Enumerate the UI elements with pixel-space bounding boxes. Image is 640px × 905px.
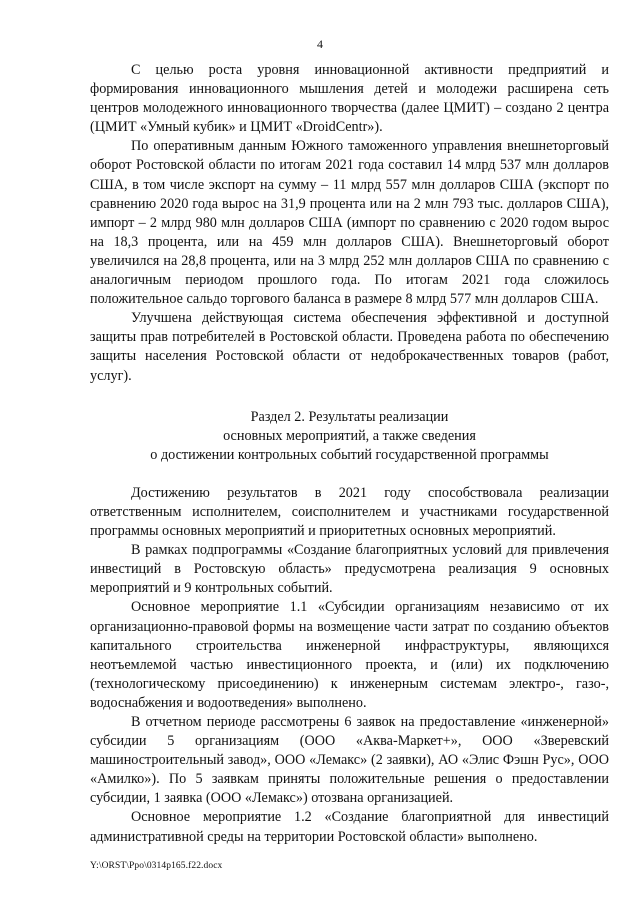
paragraph-measure-1-2: Основное мероприятие 1.2 «Создание благоприятной для инвестиций административной среды на территории Ростовской области» выполнено.	[90, 809, 609, 845]
paragraph-measure-1-1: Основное мероприятие 1.1 «Субсидии организациям независимо от их организационно-правовой формы на возмещение части затрат по созданию объектов капитального строительства инженерной инфраструктуры, являющихся неотъемлемой частью инвестиционного проекта, и (или) их подключению (технологическому присоединению) к инженерным системам электро-, газо-, водоснабжения и водоотведения» выполнено.	[90, 599, 609, 711]
page-number: 4	[317, 37, 323, 51]
section-heading-line: основных мероприятий, а также сведения	[223, 427, 476, 444]
paragraph-cmit-centers: С целью роста уровня инновационной активности предприятий и формирования инновационного мышления детей и молодежи расширена сеть центров молодежного инновационного творчества (далее ЦМИТ) – создано 2 центра (ЦМИТ «Умный кубик» и ЦМИТ «DroidCentr»).	[90, 62, 609, 136]
section-heading	[90, 408, 609, 465]
document-body	[90, 61, 609, 847]
paragraph-results-2021: Достижению результатов в 2021 году способствовала реализации ответственным исполнителем, соисполнителем и участниками государственной программы основных мероприятий и приоритетных основных мероприятий.	[90, 484, 609, 540]
paragraph-applications: В отчетном периоде рассмотрены 6 заявок на предоставление «инженерной» субсидии 5 организациям (ООО «Аква-Маркет+», ООО «Зверевский машиностроительный завод», ООО «Лемакс» (2 заявки), АО «Элис Фэшн Рус», ООО «Амилко»). По 5 заявкам приняты положительные решения о предоставлении субсидии, 1 заявка (ООО «Лемакс») отозвана организацией.	[90, 714, 609, 807]
section-heading-line: Раздел 2. Результаты реализации	[250, 408, 449, 425]
paragraph-foreign-trade: По оперативным данным Южного таможенного управления внешнеторговый оборот Ростовской области по итогам 2021 года составил 14 млрд 537 млн долларов США, в том числе экспорт на сумму – 11 млрд 557 млн долларов США (экспорт по сравнению 2020 года вырос на 31,9 процента или на 2 млн 793 тыс. долларов США), импорт – 2 млрд 980 млн долларов США (импорт по сравнению с 2020 годом вырос на 18,3 процента, или на 459 млн долларов США). Внешнеторговый оборот увеличился на 28,8 процента, или на 3 млрд 252 млн долларов США по сравнению с аналогичным периодом прошлого года. По итогам 2021 года сложилось положительное сальдо торгового баланса в размере 8 млрд 577 млн долларов США.	[90, 138, 609, 308]
paragraph-consumer-protection: Улучшена действующая система обеспечения эффективной и доступной защиты прав потребителей в Ростовской области. Проведена работа по обеспечению защиты населения Ростовской области от недоброкачественных товаров (работ, услуг).	[90, 310, 609, 384]
paragraph-subprogram: В рамках подпрограммы «Создание благоприятных условий для привлечения инвестиций в Ростовскую область» предусмотрена реализация 9 основных мероприятий и 9 контрольных событий.	[90, 542, 609, 597]
footer-file-path: Y:\ORST\Ppo\0314p165.f22.docx	[90, 861, 223, 871]
section-heading-line: о достижении контрольных событий государственной программы	[150, 446, 549, 463]
